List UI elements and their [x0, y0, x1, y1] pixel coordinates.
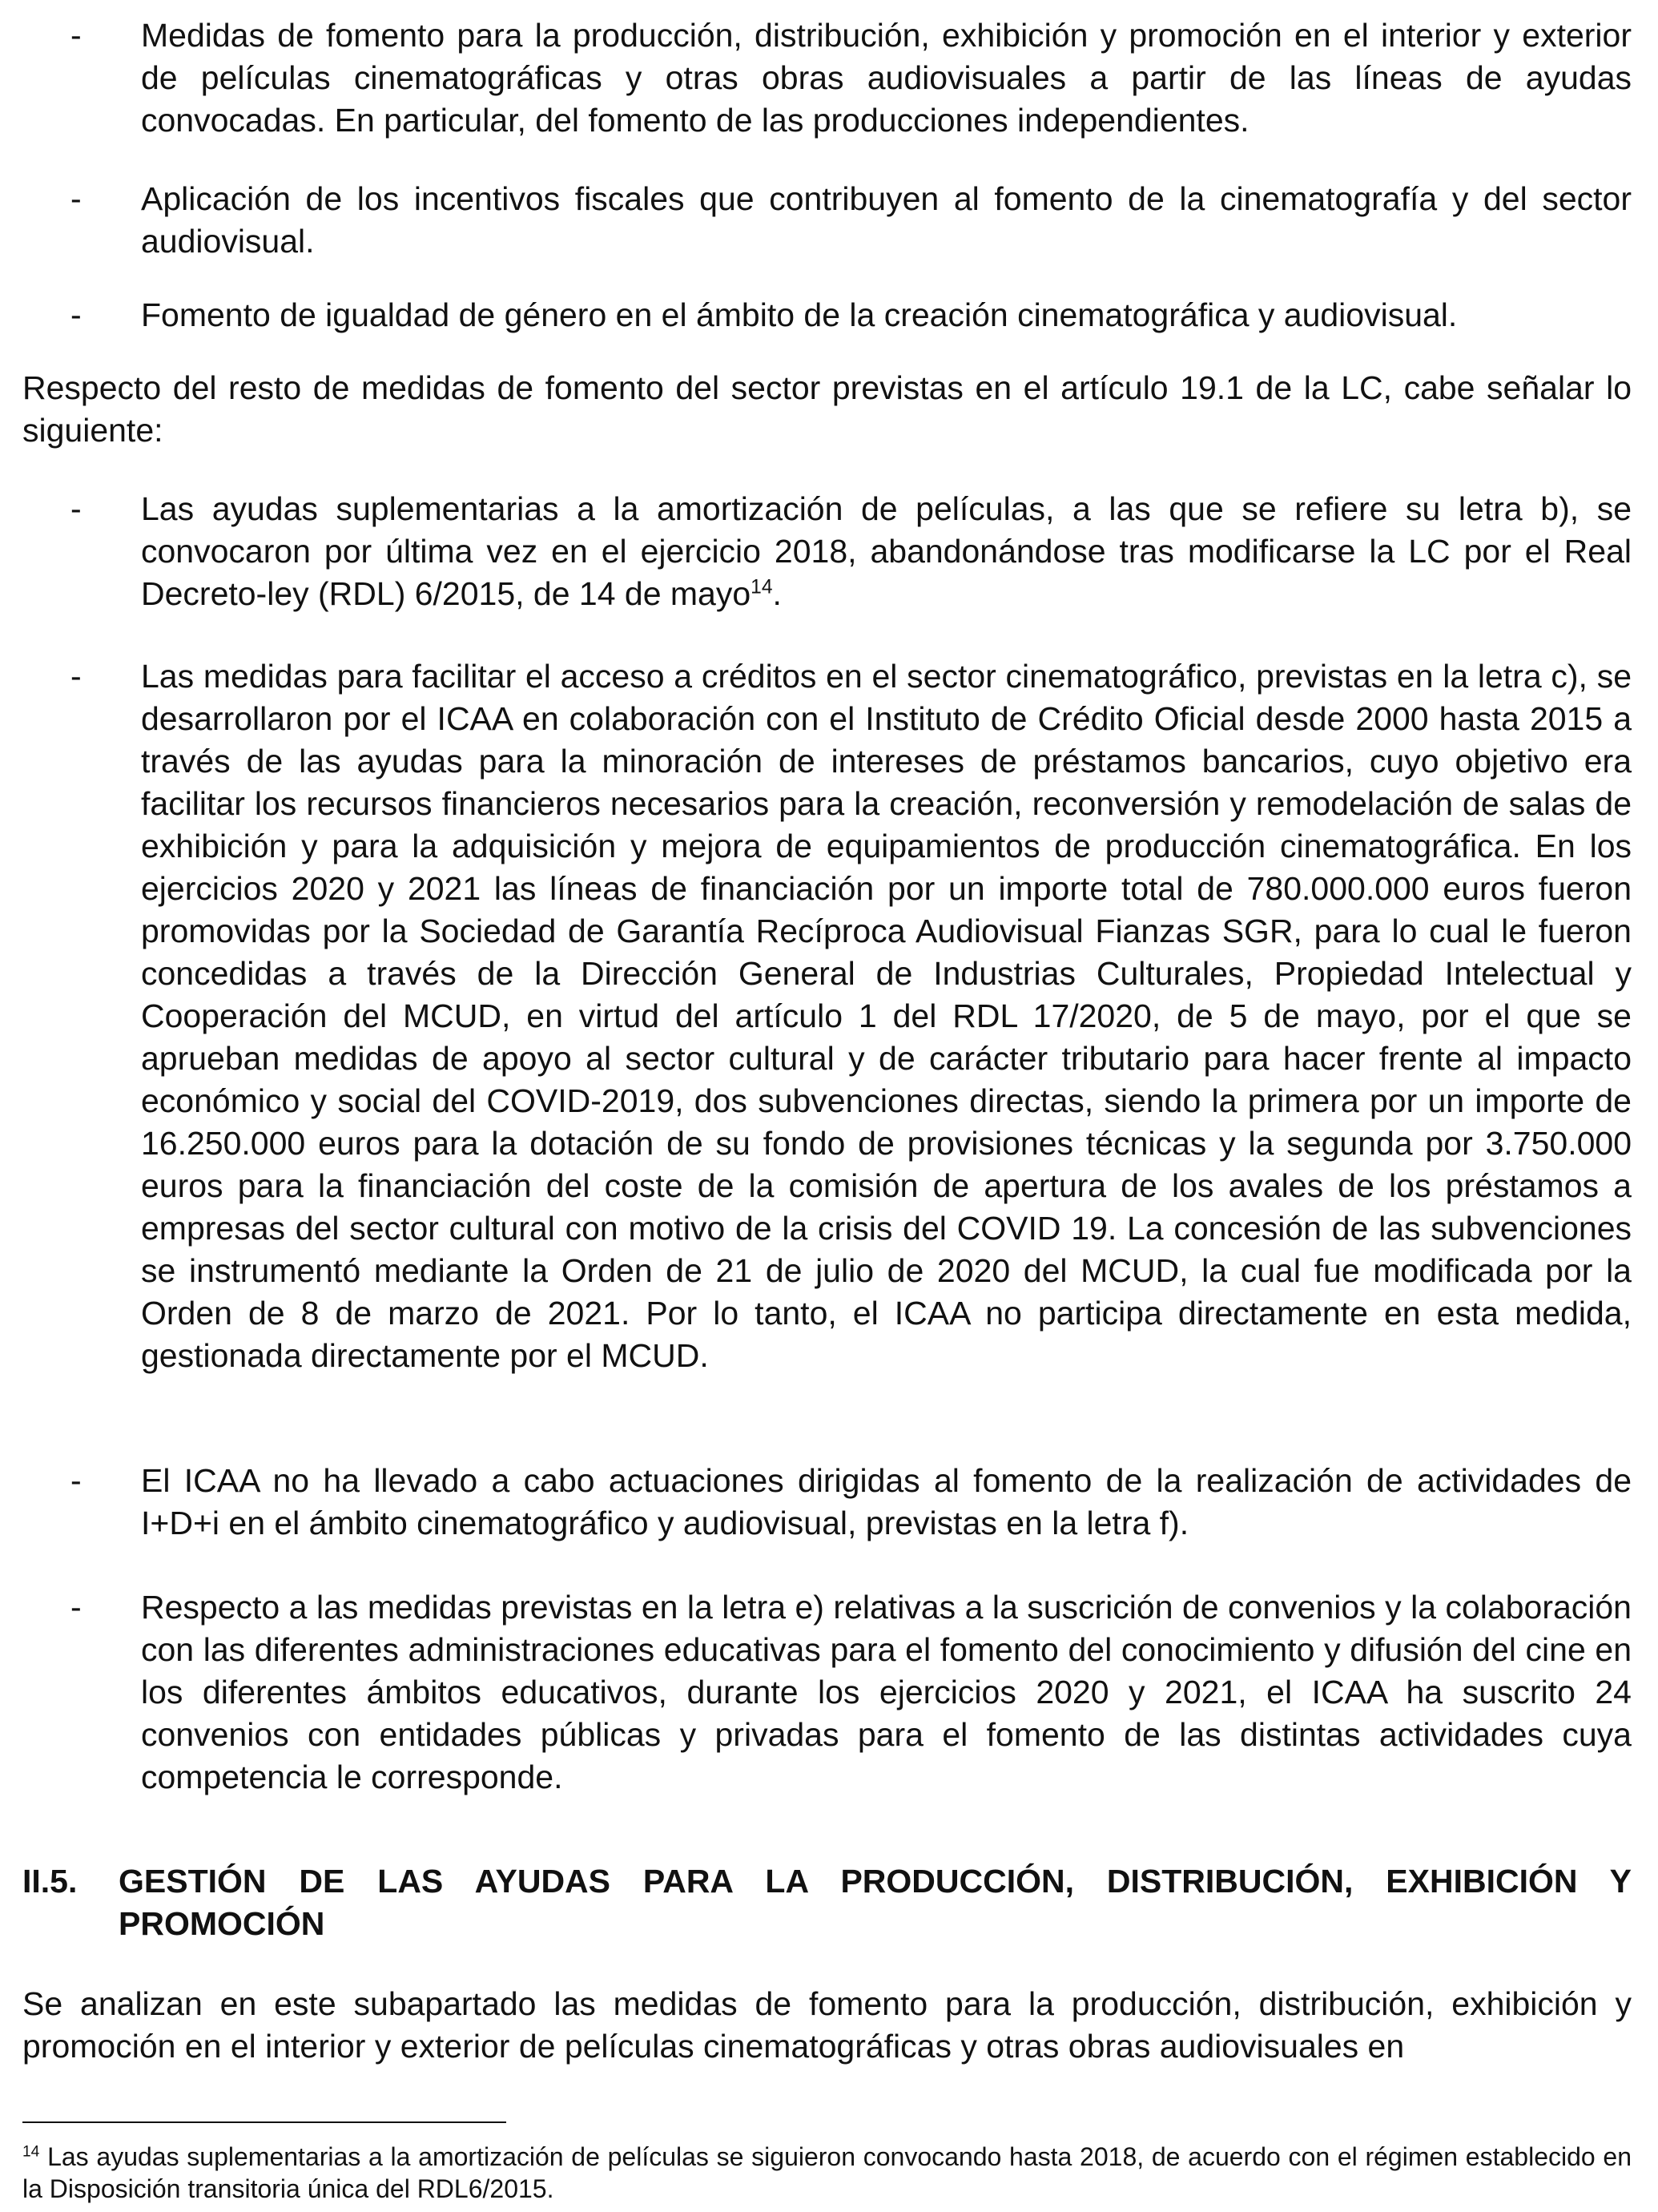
- list-item-text: Las medidas para facilitar el acceso a créditos en el sector cinematográfico, previstas en la letra c), se desarrollaron por el ICAA en colaboración con el Instituto de Crédito Oficial desde 2000 hasta 2015 a través de las ayudas para la minoración de intereses de préstamos bancarios, cuyo objetivo era facilitar los recursos financieros necesarios para la creación, reconversión y remodelación de salas de exhibición y para la adquisición y mejora de equipamientos de producción cinematográfica. En los ejercicios 2020 y 2021 las líneas de financiación por un importe total de 780.000.000 euros fueron promovidas por la Sociedad de Garantía Recíproca Audiovisual Fianzas SGR, para lo cual le fueron concedidas a través de la Dirección General de Industrias Culturales, Propiedad Intelectual y Cooperación del MCUD, en virtud del artículo 1 del RDL 17/2020, de 5 de mayo, por el que se aprueban medidas de apoyo al sector cultural y de carácter tributario para hacer frente al impacto económico y social del COVID-2019, dos subvenciones directas, siendo la primera por un importe de 16.250.000 euros para la dotación de su fondo de provisiones técnicas y la segunda por 3.750.000 euros para la financiación del coste de la comisión de apertura de los avales de los préstamos a empresas del sector cultural con motivo de la crisis del COVID 19. La concesión de las subvenciones se instrumentó mediante la Orden de 21 de julio de 2020 del MCUD, la cual fue modificada por la Orden de 8 de marzo de 2021. Por lo tanto, el ICAA no participa directamente en esta medida, gestionada directamente por el MCUD.: [141, 658, 1632, 1374]
- intro-paragraph: Respecto del resto de medidas de fomento del sector previstas en el artículo 19.1 de la LC, cabe señalar lo siguiente:: [22, 369, 1632, 449]
- footnote-number: 14: [22, 2143, 40, 2161]
- footnote-reference[interactable]: 14: [751, 576, 773, 598]
- list-item-text: [141, 488, 1632, 615]
- list-item-text: Aplicación de los incentivos fiscales que contribuyen al fomento de la cinematografía y del sector audiovisual.: [141, 180, 1632, 260]
- section-number: II.5.: [22, 1863, 78, 1900]
- list-item-text: El ICAA no ha llevado a cabo actuaciones dirigidas al fomento de la realización de actividades de I+D+i en el ámbito cinematográfico y audiovisual, previstas en la letra f).: [141, 1462, 1632, 1541]
- list-item-tail: .: [772, 575, 782, 612]
- section-title: GESTIÓN DE LAS AYUDAS PARA LA PRODUCCIÓN, DISTRIBUCIÓN, EXHIBICIÓN Y PROMOCIÓN: [119, 1863, 1632, 1942]
- bullet-dash: -: [70, 490, 82, 527]
- bullet-dash: -: [70, 180, 82, 217]
- footnote-separator: [22, 2121, 506, 2123]
- bullet-dash: -: [70, 1462, 82, 1499]
- list-item-text: Fomento de igualdad de género en el ámbito de la creación cinematográfica y audiovisual.: [141, 296, 1458, 333]
- bullet-dash: -: [70, 658, 82, 695]
- list-item-text: Respecto a las medidas previstas en la letra e) relativas a la suscrición de convenios y la colaboración con las diferentes administraciones educativas para el fomento del conocimiento y difusión del cine en los diferentes ámbitos educativos, durante los ejercicios 2020 y 2021, el ICAA ha suscrito 24 convenios con entidades públicas y privadas para el fomento de las distintas actividades cuya competencia le corresponde.: [141, 1589, 1632, 1795]
- list-item-text: Medidas de fomento para la producción, distribución, exhibición y promoción en el interior y exterior de películas cinematográficas y otras obras audiovisuales a partir de las líneas de ayudas convocadas. En particular, del fomento de las producciones independientes.: [141, 17, 1632, 139]
- footnote: [22, 2141, 1632, 2205]
- list-item-body: Las ayudas suplementarias a la amortización de películas, a las que se refiere su letra b), se convocaron por última vez en el ejercicio 2018, abandonándose tras modificarse la LC por el Real Decreto-ley (RDL) 6/2015, de 14 de mayo: [141, 490, 1632, 612]
- footnote-text: Las ayudas suplementarias a la amortización de películas se siguieron convocando hasta 2018, de acuerdo con el régimen establecido en la Disposición transitoria única del RDL6/2015.: [22, 2142, 1632, 2203]
- bullet-dash: -: [70, 296, 82, 333]
- body-paragraph: Se analizan en este subapartado las medidas de fomento para la producción, distribución, exhibición y promoción en el interior y exterior de películas cinematográficas y otras obras audiovisuales en: [22, 1985, 1632, 2065]
- bullet-dash: -: [70, 1589, 82, 1626]
- bullet-dash: -: [70, 17, 82, 54]
